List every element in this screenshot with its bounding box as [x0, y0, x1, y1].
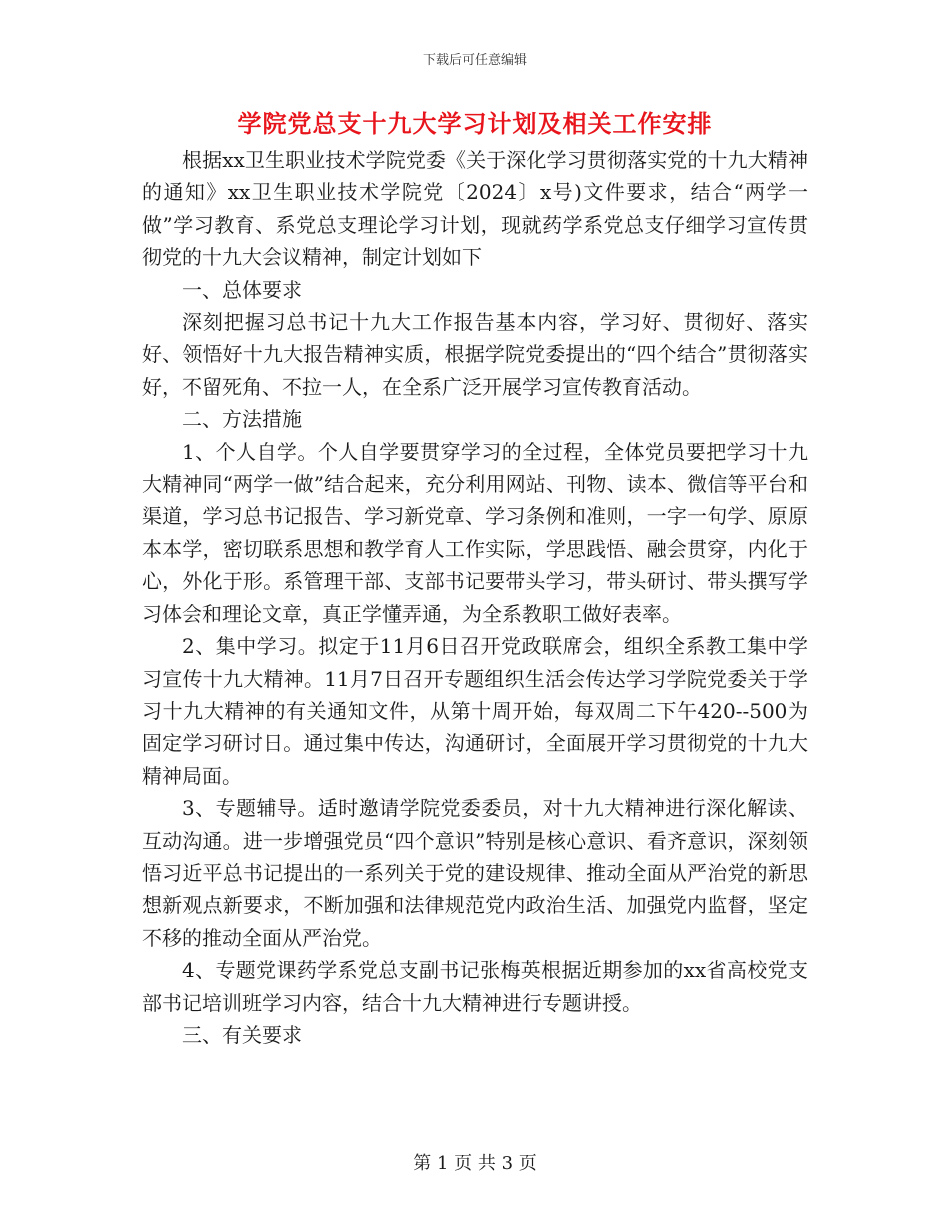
- measure-party-lecture-paragraph: 4、专题党课药学系党总支副书记张梅英根据近期参加的xx省高校党支部书记培训班学习内容，结合十九大精神进行专题讲授。: [142, 958, 808, 1015]
- section-heading-methods: 二、方法措施: [182, 407, 302, 432]
- section-heading-general-requirements: 一、总体要求: [182, 277, 302, 302]
- measure-special-guidance-paragraph: 3、专题辅导。适时邀请学院党委委员，对十九大精神进行深化解读、互动沟通。进一步增强党员“四个意识”特别是核心意识、看齐意识，深刻领悟习近平总书记提出的一系列关于党的建设规律、推动全面从严治党的新思想新观点新要求，不断加强和法律规范党内政治生活、加强党内监督，坚定不移的推动全面从严治党。: [142, 796, 808, 950]
- measure-self-study-paragraph: 1、个人自学。个人自学要贯穿学习的全过程，全体党员要把学习十九大精神同“两学一做”结合起来，充分利用网站、刊物、读本、微信等平台和渠道，学习总书记报告、学习新党章、学习条例和准则，一字一句学、原原本本学，密切联系思想和教学育人工作实际，学思践悟、融会贯穿，内化于心，外化于形。系管理干部、支部书记要带头学习，带头研讨、带头撰写学习体会和理论文章，真正学懂弄通，为全系教职工做好表率。: [142, 439, 808, 626]
- page-number-footer: 第 1 页 共 3 页: [413, 1153, 537, 1174]
- section-heading-related-requirements: 三、有关要求: [182, 1022, 302, 1047]
- document-body: [142, 104, 808, 1051]
- document-title: 学院党总支十九大学习计划及相关工作安排: [237, 109, 713, 138]
- measure-group-study-paragraph: 2、集中学习。拟定于11月6日召开党政联席会，组织全系教工集中学习宣传十九大精神。11月7日召开专题组织生活会传达学习学院党委关于学习十九大精神的有关通知文件，从第十周开始，每双周二下午420--500为固定学习研讨日。通过集中传达，沟通研讨，全面展开学习贯彻党的十九大精神局面。: [142, 634, 808, 788]
- general-requirements-paragraph: 深刻把握习总书记十九大工作报告基本内容，学习好、贯彻好、落实好、领悟好十九大报告精神实质，根据学院党委提出的“四个结合”贯彻落实好，不留死角、不拉一人，在全系广泛开展学习宣传教育活动。: [142, 310, 808, 399]
- page-header-note: 下载后可任意编辑: [422, 53, 527, 68]
- intro-paragraph: 根据xx卫生职业技术学院党委《关于深化学习贯彻落实党的十九大精神的通知》xx卫生职业技术学院党〔2024〕x号)文件要求，结合“两学一做”学习教育、系党总支理论学习计划，现就药学系党总支仔细学习宣传贯彻党的十九大会议精神，制定计划如下: [142, 148, 808, 270]
